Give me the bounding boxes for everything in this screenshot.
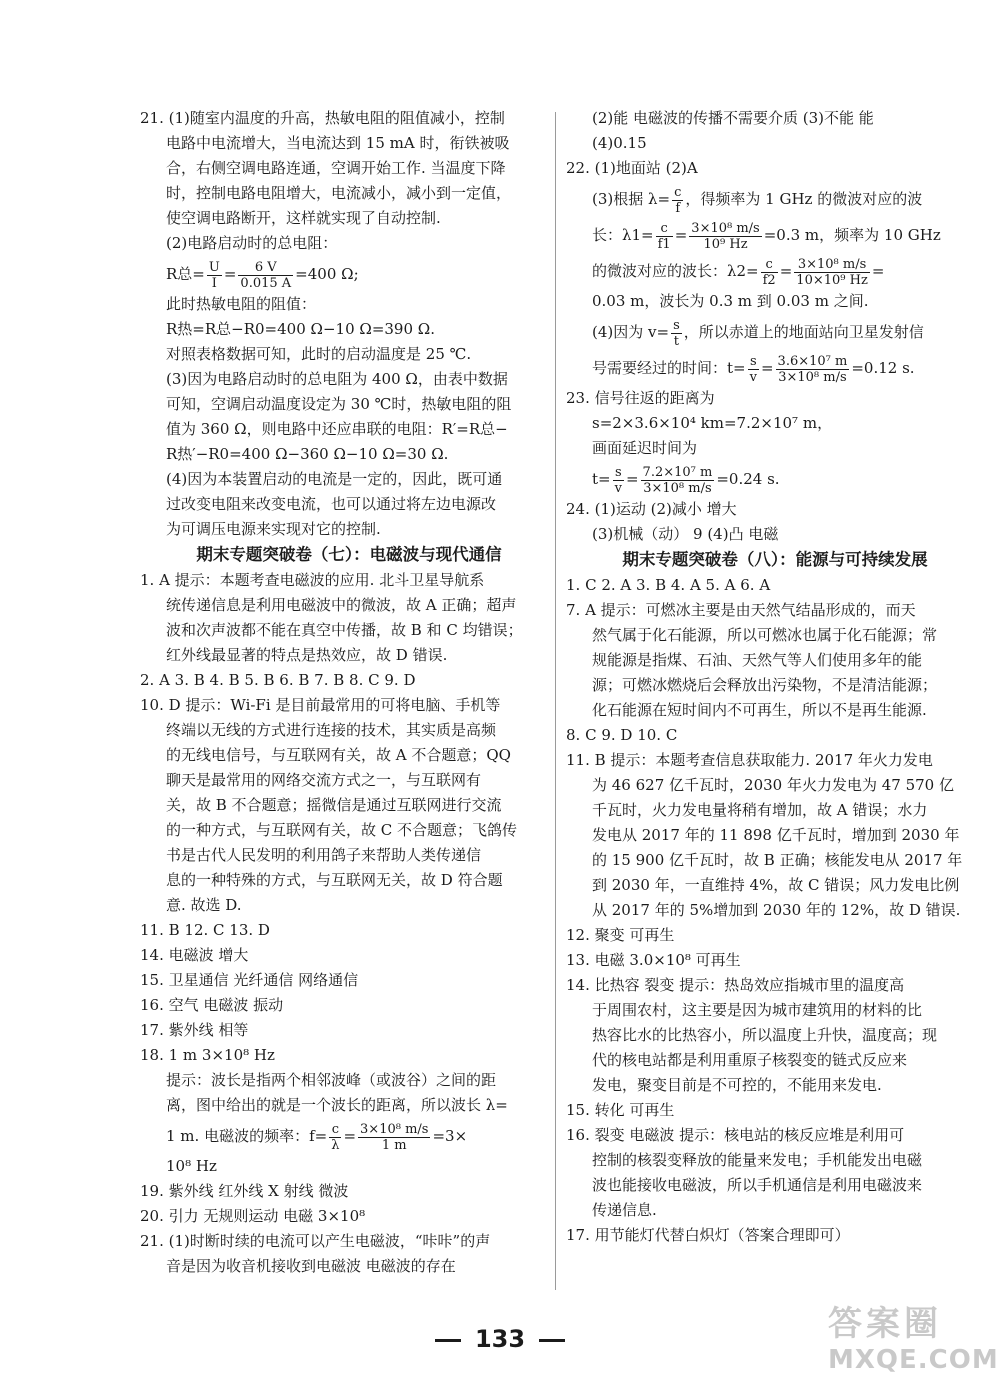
formula-text: t= <box>592 470 611 488</box>
denominator: I <box>211 275 217 291</box>
text-line: 波和次声波都不能在真空中传播，故 B 和 C 均错误； <box>166 621 523 639</box>
formula-line <box>566 181 984 217</box>
text-line: 发电从 2017 年的 11 898 亿千瓦时，增加到 2030 年 <box>592 826 960 844</box>
right-column <box>566 106 984 1248</box>
text-line: 规能源是指煤、石油、天然气等人们使用多年的能 <box>592 651 923 669</box>
text-line: 统传递信息是利用电磁波中的微波，故 A 正确；超声 <box>166 596 517 614</box>
text-line: 代的核电站都是利用重原子核裂变的链式反应来 <box>592 1051 908 1069</box>
fraction <box>748 354 759 385</box>
numerator: c <box>329 1122 341 1138</box>
text-line: 15. 卫星通信 光纤通信 网络通信 <box>140 971 359 989</box>
formula-text: =0.3 m，频率为 10 GHz <box>763 226 941 244</box>
text-line: (3)机械（动） 9 (4)凸 电磁 <box>592 525 779 543</box>
formula-line <box>566 350 984 386</box>
numerator: c <box>674 184 682 200</box>
formula-text: 长：λ1= <box>592 226 654 244</box>
formula-text: = <box>674 226 688 244</box>
numerator: 3×10⁸ m/s <box>360 1121 429 1137</box>
formula-text: = <box>779 262 793 280</box>
numerator: 3.6×10⁷ m <box>777 353 848 369</box>
text-line: 15. 转化 可再生 <box>566 1101 675 1119</box>
text-line: 20. 引力 无规则运动 电磁 3×10⁸ <box>140 1207 366 1225</box>
text-line: 此时热敏电阻的阻值： <box>166 295 317 313</box>
formula-text: (4)因为 v= <box>592 323 670 341</box>
text-line: 1. A 提示：本题考查电磁波的应用. 北斗卫星导航系 <box>140 571 485 589</box>
text-line: 关，故 B 不合题意；摇微信是通过互联网进行交流 <box>166 796 502 814</box>
numerator: s <box>748 354 759 370</box>
text-line: (4)0.15 <box>592 134 647 152</box>
text-line: (3)因为电路启动时的总电阻为 400 Ω，由表中数据 <box>166 370 508 388</box>
text-line: 值为 360 Ω，则电路中还应串联的电阻：R′=R总− <box>166 420 508 438</box>
denominator: f <box>675 200 681 216</box>
text-line: 11. B 提示：本题考查信息获取能力. 2017 年火力发电 <box>566 751 933 769</box>
text-line: 11. B 12. C 13. D <box>140 921 270 939</box>
text-line: s=2×3.6×10⁴ km=7.2×10⁷ m， <box>592 414 833 432</box>
text-line: (2)能 电磁波的传播不需要介质 (3)不能 能 <box>592 109 874 127</box>
fraction <box>613 465 624 496</box>
denominator: v <box>749 369 757 385</box>
text-line: 14. 电磁波 增大 <box>140 946 249 964</box>
text-line: 过改变电阻来改变电流，也可以通过将左边电源改 <box>166 495 497 513</box>
text-line: 传递信息. <box>592 1201 657 1219</box>
formula-text: = <box>625 470 639 488</box>
column-divider <box>555 112 556 1290</box>
denominator: 10×10⁹ Hz <box>796 272 868 288</box>
formula-text: 1 m. 电磁波的频率：f= <box>166 1127 328 1145</box>
text-line: 21. (1)随室内温度的升高，热敏电阻的阻值减小，控制 <box>140 109 505 127</box>
formula-text: ，所以赤道上的地面站向卫星发射信 <box>683 323 924 341</box>
formula-text: R总= <box>166 265 205 283</box>
text-line: 源；可燃冰燃烧后会释放出污染物，不是清洁能源； <box>592 676 938 694</box>
denominator: 10⁹ Hz <box>703 236 748 252</box>
text-line: 意. 故选 D. <box>166 896 242 914</box>
text-line: (4)因为本装置启动的电流是一定的，因此，既可通 <box>166 470 503 488</box>
denominator: λ <box>331 1137 340 1153</box>
text-line: 12. 聚变 可再生 <box>566 926 675 944</box>
fraction <box>358 1122 430 1153</box>
denominator: f2 <box>762 272 776 288</box>
fraction <box>761 257 778 288</box>
text-line: 的一种方式，与互联网有关，故 C 不合题意；飞鸽传 <box>166 821 518 839</box>
text-line: 14. 比热容 裂变 提示：热岛效应指城市里的温度高 <box>566 976 905 994</box>
text-line: 1. C 2. A 3. B 4. A 5. A 6. A <box>566 576 771 594</box>
text-line: 离，图中给出的就是一个波长的距离，所以波长 λ= <box>166 1096 508 1114</box>
formula-line <box>566 253 984 289</box>
text-line: 为可调压电源来实现对它的控制. <box>166 520 381 538</box>
text-line: 音是因为收音机接收到电磁波 电磁波的存在 <box>166 1257 456 1275</box>
text-line: 于周围农村，这主要是因为城市建筑用的材料的比 <box>592 1001 923 1019</box>
left-column <box>140 106 558 1279</box>
numerator: s <box>613 465 624 481</box>
text-line: 2. A 3. B 4. B 5. B 6. B 7. B 8. C 9. D <box>140 671 416 689</box>
formula-text: =0.12 s. <box>851 359 915 377</box>
numerator: 6 V <box>238 260 293 276</box>
fraction <box>329 1122 341 1153</box>
page-number-dash <box>435 1339 461 1342</box>
formula-text: 号需要经过的时间：t= <box>592 359 746 377</box>
formula-line <box>140 1118 558 1154</box>
text-line: 时，控制电路电阻增大，电流减小，减小到一定值， <box>166 184 512 202</box>
text-line: 使空调电路断开，这样就实现了自动控制. <box>166 209 441 227</box>
formula-text: = <box>223 265 237 283</box>
formula-text: =0.24 s. <box>716 470 780 488</box>
formula-line <box>566 217 984 253</box>
watermark-logo <box>828 1296 999 1388</box>
text-line: 书是古代人民发明的利用鸽子来帮助人类传递信 <box>166 846 482 864</box>
text-line: 17. 紫外线 相等 <box>140 1021 249 1039</box>
text-line: 从 2017 年的 5%增加到 2030 年的 12%，故 D 错误. <box>592 901 961 919</box>
section-heading-seven: 期末专题突破卷（七）：电磁波与现代通信 <box>196 545 502 564</box>
formula-text: = <box>343 1127 357 1145</box>
formula-line <box>140 256 558 292</box>
text-line: 17. 用节能灯代替白炽灯（答案合理即可） <box>566 1226 850 1244</box>
text-line: 合，右侧空调电路连通，空调开始工作. 当温度下降 <box>166 159 506 177</box>
numerator: U <box>208 259 220 275</box>
text-line: 13. 电磁 3.0×10⁸ 可再生 <box>566 951 741 969</box>
numerator: c <box>656 221 673 237</box>
formula-text: (3)根据 λ= <box>592 190 671 208</box>
numerator: 3×10⁸ m/s <box>794 257 870 273</box>
text-line: R热′−R0=400 Ω−360 Ω−10 Ω=30 Ω. <box>166 445 449 463</box>
denominator: 3×10⁸ m/s <box>778 369 847 385</box>
formula-line <box>566 461 984 497</box>
fraction <box>672 185 683 216</box>
text-line: 8. C 9. D 10. C <box>566 726 678 744</box>
text-line: 电路中电流增大，当电流达到 15 mA 时，衔铁被吸 <box>166 134 510 152</box>
text-line: 发电，聚变目前是不可控的，不能用来发电. <box>592 1076 882 1094</box>
formula-text: = <box>760 359 774 377</box>
numerator: s <box>673 317 680 333</box>
text-line: 对照表格数据可知，此时的启动温度是 25 ℃. <box>166 345 472 363</box>
fraction <box>689 221 761 252</box>
denominator: 0.015 A <box>240 275 292 291</box>
fraction <box>776 354 850 385</box>
text-line: 16. 裂变 电磁波 提示：核电站的核反应堆是利用可 <box>566 1126 905 1144</box>
text-line: 然气属于化石能源，所以可燃冰也属于化石能源；常 <box>592 626 938 644</box>
text-line: 提示：波长是指两个相邻波峰（或波谷）之间的距 <box>166 1071 497 1089</box>
fraction <box>656 221 673 252</box>
formula-text: =3× <box>432 1127 468 1145</box>
denominator: f1 <box>657 236 671 252</box>
formula-text: = <box>871 262 885 280</box>
text-line: 22. (1)地面站 (2)A <box>566 159 698 177</box>
text-line: 可知，空调启动温度设定为 30 ℃时，热敏电阻的阻 <box>166 395 512 413</box>
watermark-url: MXQE.COM <box>828 1345 999 1375</box>
text-line: 为 46 627 亿千瓦时，2030 年火力发电为 47 570 亿 <box>592 776 954 794</box>
text-line: 21. (1)时断时续的电流可以产生电磁波，“咔咔”的声 <box>140 1232 491 1250</box>
text-line: 千瓦时，火力发电量将稍有增加，故 A 错误；水力 <box>592 801 928 819</box>
denominator: v <box>614 480 622 496</box>
text-line: R热=R总−R0=400 Ω−10 Ω=390 Ω. <box>166 320 435 338</box>
text-line: 息的一种特殊的方式，与互联网无关，故 D 符合题 <box>166 871 503 889</box>
text-line: 7. A 提示：可燃冰主要是由天然气结晶形成的，而天 <box>566 601 916 619</box>
numerator: 3×10⁸ m/s <box>691 220 760 236</box>
fraction <box>671 318 682 349</box>
text-line: 聊天是最常用的网络交流方式之一，与互联网有 <box>166 771 482 789</box>
text-line: 波也能接收电磁波，所以手机通信是利用电磁波来 <box>592 1176 923 1194</box>
text-line: 控制的核裂变释放的能量来发电；手机能发出电磁 <box>592 1151 923 1169</box>
text-line: 化石能源在短时间内不可再生，所以不是再生能源. <box>592 701 927 719</box>
denominator: t <box>673 333 680 349</box>
text-line: 10⁸ Hz <box>166 1157 217 1175</box>
text-line: 0.03 m，波长为 0.3 m 到 0.03 m 之间. <box>592 292 869 310</box>
text-line: 10. D 提示：Wi-Fi 是目前最常用的可将电脑、手机等 <box>140 696 501 714</box>
formula-text: ，得频率为 1 GHz 的微波对应的波 <box>685 190 923 208</box>
formula-text: 的微波对应的波长：λ2= <box>592 262 759 280</box>
formula-line <box>566 314 984 350</box>
watermark-text: 答案圈 <box>828 1304 942 1344</box>
text-line: (2)电路启动时的总电阻： <box>166 234 338 252</box>
numerator: 7.2×10⁷ m <box>642 464 713 480</box>
text-line: 的 15 900 亿千瓦时，故 B 正确；核能发电从 2017 年 <box>592 851 963 869</box>
text-line: 23. 信号往返的距离为 <box>566 389 715 407</box>
denominator: 1 m <box>381 1137 407 1153</box>
text-line: 的无线电信号，与互联网有关，故 A 不合题意；QQ <box>166 746 511 764</box>
text-line: 红外线最显著的特点是热效应，故 D 错误. <box>166 646 448 664</box>
text-line: 18. 1 m 3×10⁸ Hz <box>140 1046 275 1064</box>
numerator: c <box>761 257 778 273</box>
text-line: 热容比水的比热容小，所以温度上升快，温度高；现 <box>592 1026 938 1044</box>
formula-text: =400 Ω; <box>295 265 359 283</box>
fraction <box>238 260 293 291</box>
text-line: 到 2030 年，一直维持 4%，故 C 错误；风力发电比例 <box>592 876 960 894</box>
fraction <box>207 260 222 291</box>
denominator: 3×10⁸ m/s <box>643 480 712 496</box>
text-line: 16. 空气 电磁波 振动 <box>140 996 284 1014</box>
text-line: 24. (1)运动 (2)减小 增大 <box>566 500 737 518</box>
fraction <box>641 465 715 496</box>
fraction <box>794 257 870 288</box>
text-line: 画面延迟时间为 <box>592 439 698 457</box>
section-heading-eight: 期末专题突破卷（八）：能源与可持续发展 <box>622 550 928 569</box>
text-line: 终端以无线的方式进行连接的技术，其实质是高频 <box>166 721 497 739</box>
page-number-text: 133 <box>474 1325 526 1353</box>
page-number-dash <box>539 1339 565 1342</box>
text-line: 19. 紫外线 红外线 X 射线 微波 <box>140 1182 349 1200</box>
